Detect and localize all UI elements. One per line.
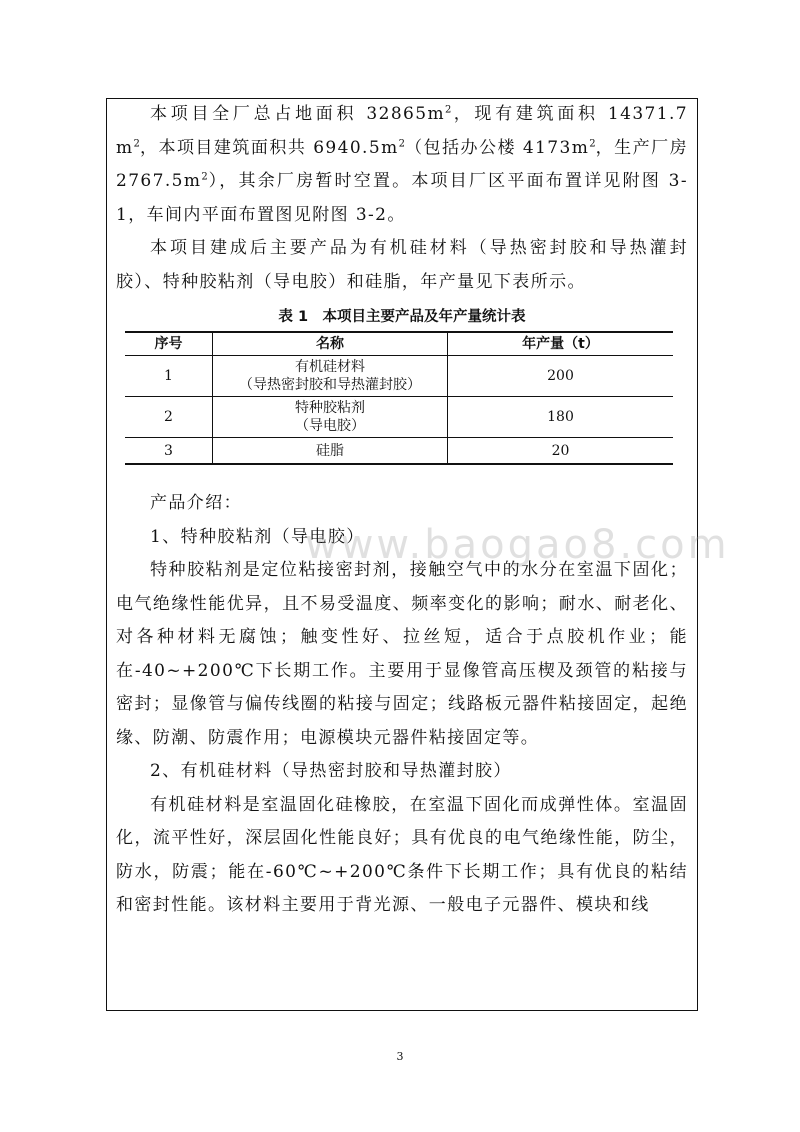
table-header-row [125, 332, 673, 356]
document-body [116, 98, 688, 923]
cell-no: 2 [125, 397, 213, 438]
cell-name: 有机硅材料 （导热密封胶和导热灌封胶） [213, 356, 448, 397]
item1-text: 特种胶粘剂是定位粘接密封剂，接触空气中的水分在室温下固化；电气绝缘性能优异，且不易受温度、频率变化的影响；耐水、耐老化、对各种材料无腐蚀；触变性好、拉丝短，适合于点胶机作业；能在-40~+200℃下长期工作。主要用于显像管高压楔及颈管的粘接与密封；显像管与偏传线圈的粘接与固定；线路板元器件粘接固定，起绝缘、防潮、防震作用；电源模块元器件粘接固定等。 [116, 560, 688, 748]
cell-no: 1 [125, 356, 213, 397]
cell-output: 180 [448, 397, 674, 438]
cell-name: 硅脂 [213, 438, 448, 465]
cell-output: 20 [448, 438, 674, 465]
header-no: 序号 [154, 336, 183, 352]
product-table [125, 331, 673, 465]
cell-no: 3 [125, 438, 213, 465]
page-number: 3 [396, 1050, 404, 1063]
intro-label: 产品介绍： [150, 493, 242, 513]
item2-title: 2、有机硅材料（导热密封胶和导热灌封胶） [150, 761, 512, 781]
item1-title: 1、特种胶粘剂（导电胶） [150, 526, 365, 547]
header-name: 名称 [213, 332, 448, 356]
paragraph-site-area: 本项目全厂总占地面积 $32865m^2$，现有建筑面积 14371.7 $m^2$，本项目建筑面积共 $6940.5m^2$（包括办公楼 $4173m^2$，生产厂房 $2767.5m^2$），其余厂房暂时空置。本项目厂区平面布置详见附图 3-1，车间内平面布置图见附图 3-2。 [116, 104, 689, 225]
table-row [125, 438, 673, 465]
cell-output: 200 [448, 356, 674, 397]
item2-text: 有机硅材料是室温固化硅橡胶，在室温下固化而成弹性体。室温固化，流平性好，深层固化性能良好；具有优良的电气绝缘性能，防尘，防水，防震；能在-60℃~+200℃条件下长期工作；具有优良的粘结和密封性能。该材料主要用于背光源、一般电子元器件、模块和线 [116, 794, 688, 915]
table-row [125, 356, 673, 397]
table-caption: 表 1 本项目主要产品及年产量统计表 [278, 309, 526, 325]
watermark: www.baogao8.com [305, 522, 730, 568]
table-row [125, 397, 673, 438]
paragraph-main-products: 本项目建成后主要产品为有机硅材料（导热密封胶和导热灌封胶）、特种胶粘剂（导电胶）和硅脂，年产量见下表所示。 [116, 238, 688, 292]
header-output: 年产量（t） [448, 332, 674, 356]
cell-name: 特种胶粘剂 （导电胶） [213, 397, 448, 438]
